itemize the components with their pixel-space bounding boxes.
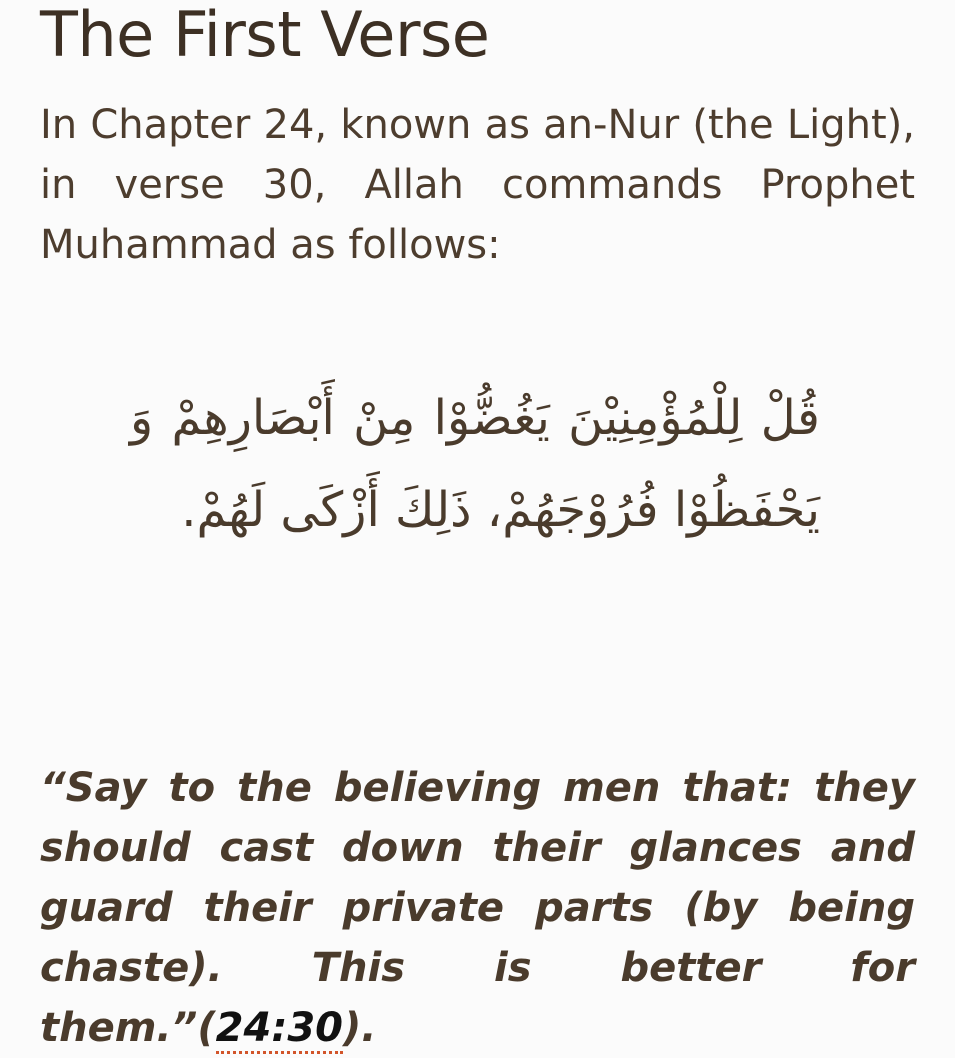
- verse-translation: [40, 758, 915, 1058]
- verse-reference-link[interactable]: 24:30: [216, 1005, 343, 1054]
- arabic-verse: قُلْ لِلْمُؤْمِنِيْنَ يَغُضُّوْا مِنْ أَبْصَارِهِمْ وَ يَحْفَظُوْا فُرُوْجَهُمْ، ذَلِكَ أَزْكَى لَهُمْ.: [130, 390, 820, 538]
- reference-close-paren: ).: [342, 1005, 377, 1051]
- reference-open-paren: (: [197, 1005, 216, 1051]
- translation-quote: “Say to the believing men that: they should cast down their glances and guard their private parts (by being chaste). This is better for them.”: [40, 765, 915, 1051]
- intro-paragraph: In Chapter 24, known as an-Nur (the Light), in verse 30, Allah commands Prophet Muhammad as follows:: [40, 102, 915, 268]
- section-heading: The First Verse: [40, 0, 490, 71]
